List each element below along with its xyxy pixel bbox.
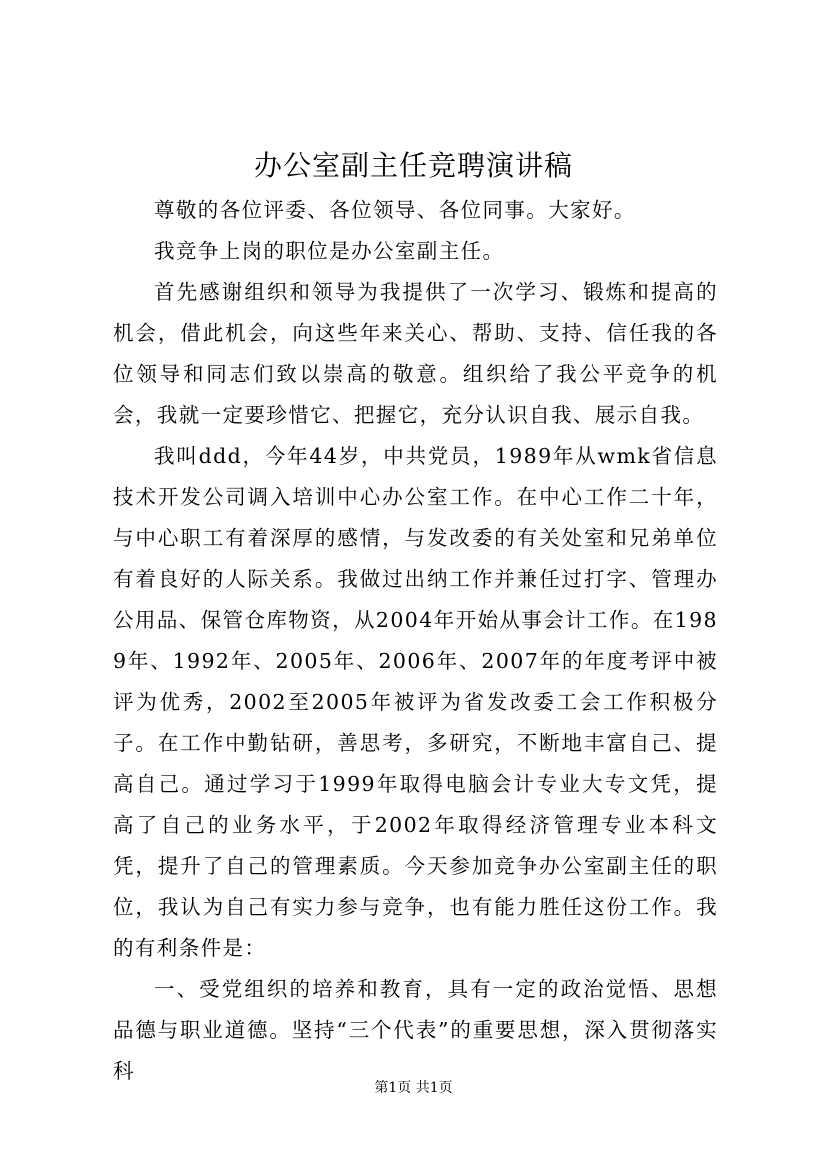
paragraph-thanks: 首先感谢组织和领导为我提供了一次学习、锻炼和提高的机会，借此机会，向这些年来关心、帮助、支持、信任我的各位领导和同志们致以崇高的敬意。组织给了我公平竞争的机会，我就一定要珍惜它、把握它，充分认识自我、展示自我。 xyxy=(113,280,718,427)
paragraph-condition-one: 一、受党组织的培养和教育，具有一定的政治觉悟、思想品德与职业道德。坚持“三个代表”的重要思想，深入贯彻落实科 xyxy=(113,977,718,1083)
page-number-footer: 第1页 共1页 xyxy=(374,1080,453,1096)
document-title: 办公室副主任竞聘演讲稿 xyxy=(253,149,573,182)
paragraph-position: 我竞争上岗的职位是办公室副主任。 xyxy=(154,239,505,263)
paragraph-self-introduction: 我叫ddd，今年44岁，中共党员，1989年从wmk省信息技术开发公司调入培训中心办公室工作。在中心工作二十年，与中心职工有着深厚的感情，与发改委的有关处室和兄弟单位有着良好的人际关系。我做过出纳工作并兼任过打字、管理办公用品、保管仓库物资，从2004年开始从事会计工作。在1989年、1992年、2005年、2006年、2007年的年度考评中被评为优秀，2002至2005年被评为省发改委工会工作积极分子。在工作中勤钻研，善思考，多研究，不断地丰富自己、提高自己。通过学习于1999年取得电脑会计专业大专文凭，提高了自己的业务水平，于2002年取得经济管理专业本科文凭，提升了自己的管理素质。今天参加竞争办公室副主任的职位，我认为自己有实力参与竞争，也有能力胜任这份工作。我的有利条件是： xyxy=(113,444,718,960)
paragraph-greeting: 尊敬的各位评委、各位领导、各位同事。大家好。 xyxy=(154,198,636,222)
document-body xyxy=(113,190,718,1092)
